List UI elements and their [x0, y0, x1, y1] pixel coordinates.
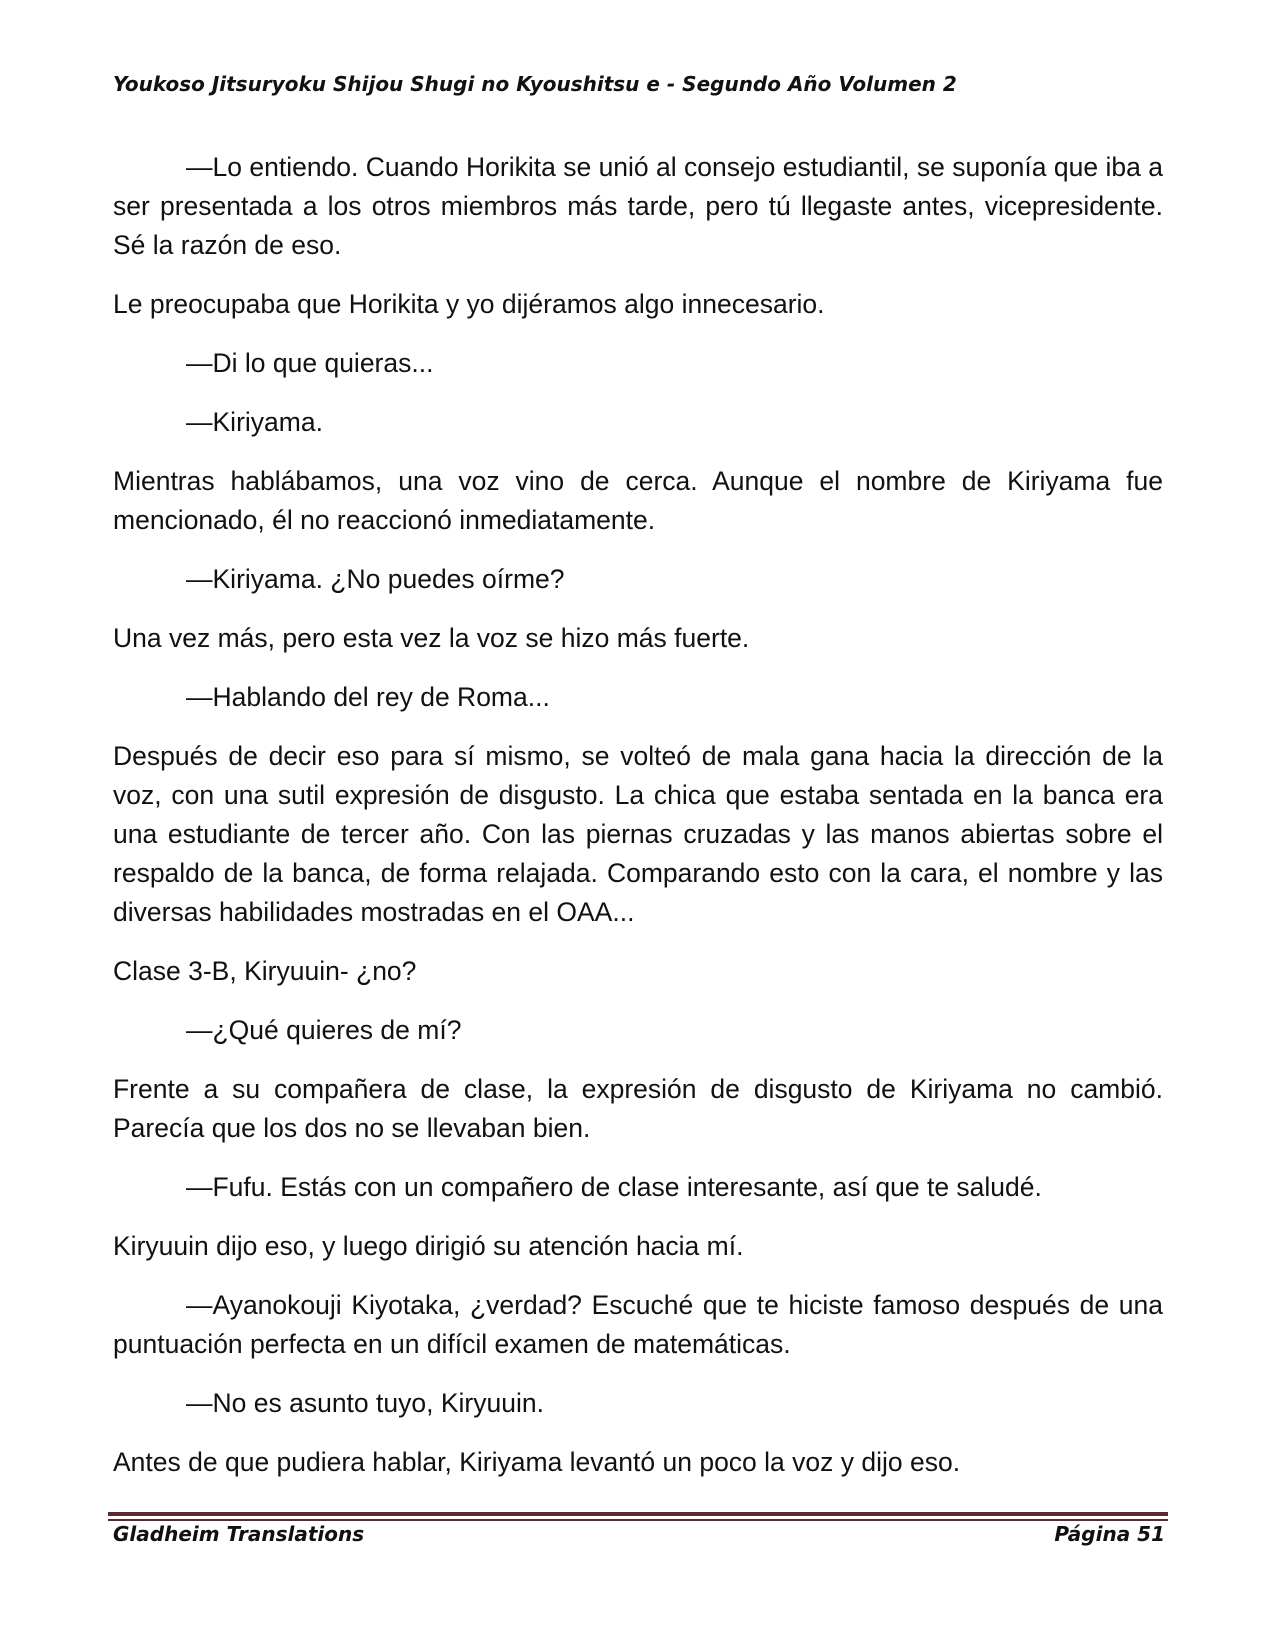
paragraph: —No es asunto tuyo, Kiryuuin.	[186, 1388, 544, 1418]
paragraph: —¿Qué quieres de mí?	[186, 1015, 462, 1045]
page-body	[113, 148, 1163, 1502]
running-header: Youkoso Jitsuryoku Shijou Shugi no Kyoushitsu e - Segundo Año Volumen 2	[113, 72, 957, 96]
paragraph: Clase 3-B, Kiryuuin- ¿no?	[113, 956, 417, 986]
page-number: Página 51	[1054, 1522, 1165, 1546]
paragraph: —Lo entiendo. Cuando Horikita se unió al consejo estudiantil, se suponía que iba a ser presentada a los otros miembros más tarde, pero tú llegaste antes, vicepresidente. Sé la razón de eso.	[113, 152, 1163, 260]
paragraph: Una vez más, pero esta vez la voz se hizo más fuerte.	[113, 623, 750, 653]
paragraph: Después de decir eso para sí mismo, se volteó de mala gana hacia la dirección de la voz, con una sutil expresión de disgusto. La chica que estaba sentada en la banca era una estudiante de tercer año. Con las piernas cruzadas y las manos abiertas sobre el respaldo de la banca, de forma relajada. Comparando esto con la cara, el nombre y las diversas habilidades mostradas en el OAA...	[113, 741, 1163, 927]
footer-divider-thick	[108, 1512, 1168, 1516]
footer-credit: Gladheim Translations	[113, 1522, 365, 1546]
paragraph: Antes de que pudiera hablar, Kiriyama levantó un poco la voz y dijo eso.	[113, 1447, 961, 1477]
paragraph: —Fufu. Estás con un compañero de clase interesante, así que te saludé.	[186, 1172, 1042, 1202]
paragraph: Le preocupaba que Horikita y yo dijéramos algo innecesario.	[113, 289, 825, 319]
paragraph: Mientras hablábamos, una voz vino de cerca. Aunque el nombre de Kiriyama fue mencionado, él no reaccionó inmediatamente.	[113, 466, 1163, 535]
paragraph: —Ayanokouji Kiyotaka, ¿verdad? Escuché que te hiciste famoso después de una puntuación perfecta en un difícil examen de matemáticas.	[113, 1290, 1163, 1359]
paragraph: —Kiriyama. ¿No puedes oírme?	[186, 564, 565, 594]
paragraph: —Kiriyama.	[186, 407, 323, 437]
paragraph: Frente a su compañera de clase, la expresión de disgusto de Kiriyama no cambió. Parecía que los dos no se llevaban bien.	[113, 1074, 1163, 1143]
footer-divider-thin	[108, 1519, 1168, 1521]
paragraph: —Hablando del rey de Roma...	[186, 682, 550, 712]
paragraph: —Di lo que quieras...	[186, 348, 434, 378]
paragraph: Kiryuuin dijo eso, y luego dirigió su atención hacia mí.	[113, 1231, 744, 1261]
